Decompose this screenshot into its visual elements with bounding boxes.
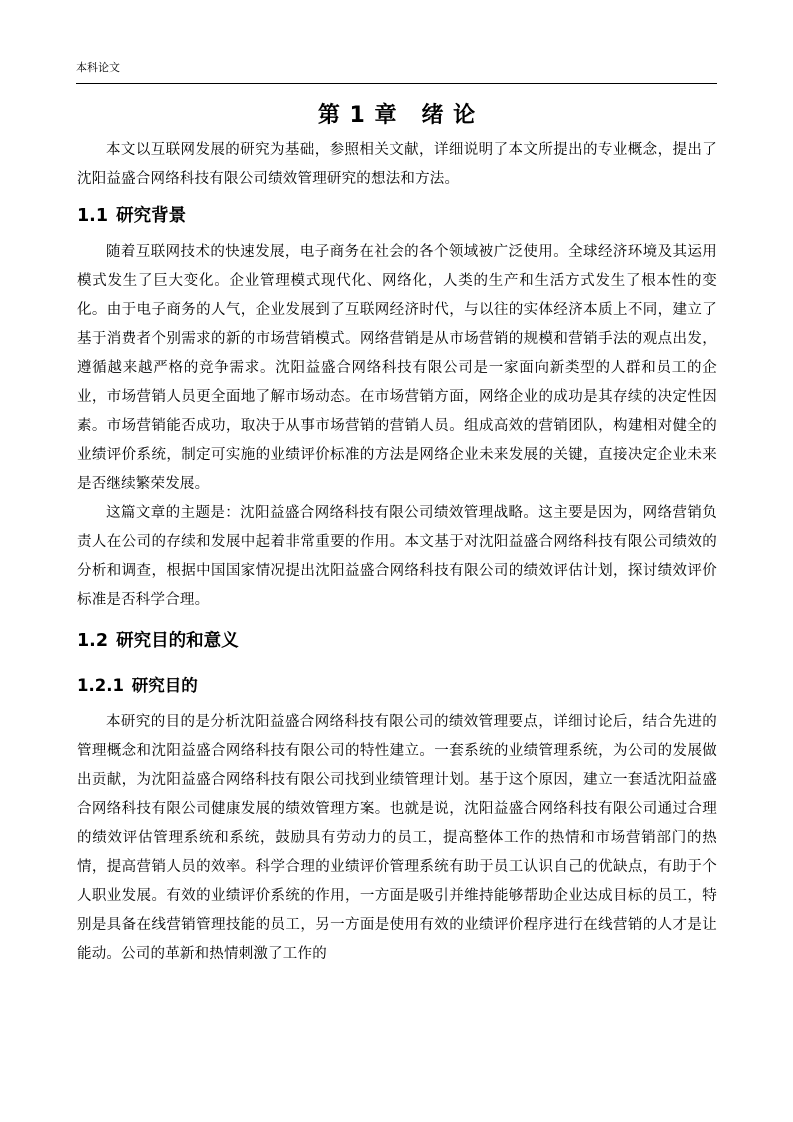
- section-heading-1-1: [77, 194, 717, 238]
- intro-paragraph: 本文以互联网发展的研究为基础，参照相关文献，详细说明了本文所提出的专业概念，提出了沈阳益盛合网络科技有限公司绩效管理研究的想法和方法。: [77, 142, 717, 187]
- section-title: 研究目的和意义: [116, 631, 239, 651]
- section-number: 1.2: [77, 631, 109, 651]
- body-paragraph: 这篇文章的主题是：沈阳益盛合网络科技有限公司绩效管理战略。这主要是因为，网络营销负责人在公司的存续和发展中起着非常重要的作用。本文基于对沈阳益盛合网络科技有限公司绩效的分析和调查，根据中国国家情况提出沈阳益盛合网络科技有限公司的绩效评估计划，探讨绩效评价标准是否科学合理。: [77, 505, 717, 608]
- section-title: 研究背景: [116, 206, 187, 226]
- page-header: 本科论文: [76, 61, 120, 74]
- subsection-title: 研究目的: [131, 676, 198, 695]
- chapter-title: [77, 96, 717, 136]
- chapter-number: 第 1 章: [317, 103, 398, 128]
- page-content: [77, 96, 717, 969]
- section-heading-1-2: [77, 618, 717, 664]
- section-number: 1.1: [77, 206, 109, 226]
- body-paragraph: 随着互联网技术的快速发展，电子商务在社会的各个领域被广泛使用。全球经济环境及其运用模式发生了巨大变化。企业管理模式现代化、网络化，人类的生产和生活方式发生了根本性的变化。由于电子商务的人气，企业发展到了互联网经济时代，与以往的实体经济本质上不同，建立了基于消费者个别需求的新的市场营销模式。网络营销是从市场营销的规模和营销手法的观点出发，遵循越来越严格的竞争需求。沈阳益盛合网络科技有限公司是一家面向新类型的人群和员工的企业，市场营销人员更全面地了解市场动态。在市场营销方面，网络企业的成功是其存续的决定性因素。市场营销能否成功，取决于从事市场营销的营销人员。组成高效的营销团队，构建相对健全的业绩评价系统，制定可实施的业绩评价标准的方法是网络企业未来发展的关键，直接决定企业未来是否继续繁荣发展。: [77, 244, 717, 492]
- chapter-name: 绪 论: [421, 103, 477, 128]
- header-rule: [76, 83, 717, 84]
- subsection-number: 1.2.1: [77, 676, 124, 695]
- body-paragraph: 本研究的目的是分析沈阳益盛合网络科技有限公司的绩效管理要点，详细讨论后，结合先进的管理概念和沈阳益盛合网络科技有限公司的特性建立。一套系统的业绩管理系统，为公司的发展做出贡献，为沈阳益盛合网络科技有限公司找到业绩管理计划。基于这个原因，建立一套适沈阳益盛合网络科技有限公司健康发展的绩效管理方案。也就是说，沈阳益盛合网络科技有限公司通过合理的绩效评估管理系统和系统，鼓励具有劳动力的员工，提高整体工作的热情和市场营销部门的热情，提高营销人员的效率。科学合理的业绩评价管理系统有助于员工认识自己的优缺点，有助于个人职业发展。有效的业绩评价系统的作用，一方面是吸引并维持能够帮助企业达成目标的员工，特别是具备在线营销管理技能的员工，另一方面是使用有效的业绩评价程序进行在线营销的人才是让能动。公司的革新和热情刺激了工作的: [77, 714, 717, 962]
- subsection-heading-1-2-1: [77, 664, 717, 708]
